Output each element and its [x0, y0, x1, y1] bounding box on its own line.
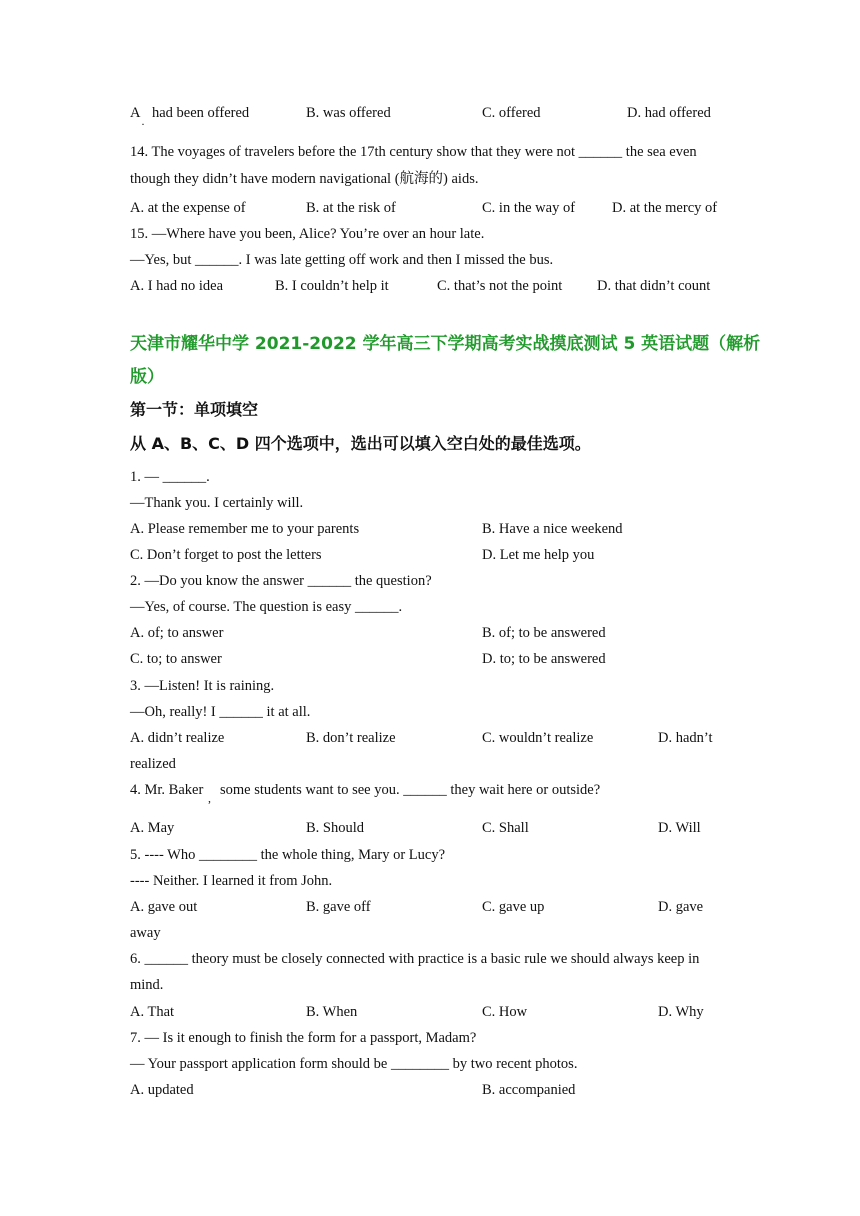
q2-option-b: B. of; to be answered — [482, 625, 606, 641]
q4-stem-comma: , — [208, 791, 211, 805]
q14-option-a: A. at the expense of — [130, 200, 246, 216]
q4-option-c: C. Shall — [482, 820, 529, 836]
q15-option-a: A. I had no idea — [130, 278, 224, 294]
q2-stem-line2: —Yes, of course. The question is easy ______. — [130, 599, 403, 615]
q1-stem-line1: 1. — ______. — [130, 469, 210, 485]
q6-option-a: A. That — [130, 1004, 175, 1020]
q3-stem-line1: 3. —Listen! It is raining. — [130, 678, 275, 694]
q3-stem-line2: —Oh, really! I ______ it at all. — [130, 704, 311, 720]
q13-option-c: C. offered — [482, 105, 541, 121]
q5-stem-line1: 5. ---- Who ________ the whole thing, Mary or Lucy? — [130, 847, 446, 863]
q6-stem-line1: 6. ______ theory must be closely connected with practice is a basic rule we should always keep in — [130, 951, 700, 967]
option-dot-mark: · — [141, 117, 145, 131]
document-title-line1: 天津市耀华中学 2021-2022 学年高三下学期高考实战摸底测试 5 英语试题（解析 — [130, 334, 761, 354]
q1-option-b: B. Have a nice weekend — [482, 521, 623, 537]
q7-stem-line2: — Your passport application form should be ________ by two recent photos. — [130, 1056, 578, 1072]
q7-stem-line1: 7. — Is it enough to finish the form for a passport, Madam? — [130, 1030, 477, 1046]
q1-option-c: C. Don’t forget to post the letters — [130, 547, 322, 563]
q4-stem-end: some students want to see you. ______ they wait here or outside? — [220, 782, 601, 798]
q4-option-d: D. Will — [658, 820, 701, 836]
section-instruction: 从 A、B、C、D 四个选项中，选出可以填入空白处的最佳选项。 — [130, 434, 591, 453]
q5-stem-line2: ---- Neither. I learned it from John. — [130, 873, 333, 889]
q15-option-b: B. I couldn’t help it — [275, 278, 389, 294]
q6-option-c: C. How — [482, 1004, 528, 1020]
document-title-line2: 版） — [130, 367, 164, 387]
q13-option-a: had been offered — [152, 105, 250, 121]
q4-option-b: B. Should — [306, 820, 365, 836]
q5-option-a: A. gave out — [130, 899, 198, 915]
q2-option-c: C. to; to answer — [130, 651, 222, 667]
q13-option-a-letter: A — [130, 105, 141, 121]
q6-option-b: B. When — [306, 1004, 358, 1020]
q2-option-a: A. of; to answer — [130, 625, 224, 641]
q5-option-c: C. gave up — [482, 899, 545, 915]
section-heading: 第一节：单项填空 — [130, 400, 259, 419]
q15-option-c: C. that’s not the point — [437, 278, 563, 294]
q3-option-d-wrap: realized — [130, 756, 176, 772]
q15-option-d: D. that didn’t count — [597, 278, 711, 294]
q3-option-d: D. hadn’t — [658, 730, 713, 746]
q15-stem-line2: —Yes, but ______. I was late getting off work and then I missed the bus. — [130, 252, 554, 268]
q5-option-d-wrap: away — [130, 925, 161, 941]
q14-stem-line2: though they didn’t have modern navigational (航海的) aids. — [130, 171, 479, 187]
q2-stem-line1: 2. —Do you know the answer ______ the question? — [130, 573, 432, 589]
q6-stem-line2: mind. — [130, 977, 164, 993]
q14-option-d: D. at the mercy of — [612, 200, 718, 216]
q3-option-a: A. didn’t realize — [130, 730, 225, 746]
q6-option-d: D. Why — [658, 1004, 704, 1020]
q4-option-a: A. May — [130, 820, 175, 836]
q14-option-b: B. at the risk of — [306, 200, 396, 216]
q1-option-d: D. Let me help you — [482, 547, 595, 563]
q13-option-b: B. was offered — [306, 105, 391, 121]
q7-option-b: B. accompanied — [482, 1082, 576, 1098]
q5-option-d: D. gave — [658, 899, 704, 915]
q14-option-c: C. in the way of — [482, 200, 576, 216]
q5-option-b: B. gave off — [306, 899, 371, 915]
q3-option-b: B. don’t realize — [306, 730, 396, 746]
q14-stem-line1: 14. The voyages of travelers before the 17th century show that they were not ______ the sea even — [130, 144, 697, 160]
q4-stem-start: 4. Mr. Baker — [130, 782, 204, 798]
q1-option-a: A. Please remember me to your parents — [130, 521, 360, 537]
q3-option-c: C. wouldn’t realize — [482, 730, 594, 746]
q2-option-d: D. to; to be answered — [482, 651, 606, 667]
q13-option-d: D. had offered — [627, 105, 711, 121]
q7-option-a: A. updated — [130, 1082, 194, 1098]
q1-stem-line2: —Thank you. I certainly will. — [130, 495, 304, 511]
q15-stem-line1: 15. —Where have you been, Alice? You’re over an hour late. — [130, 226, 485, 242]
